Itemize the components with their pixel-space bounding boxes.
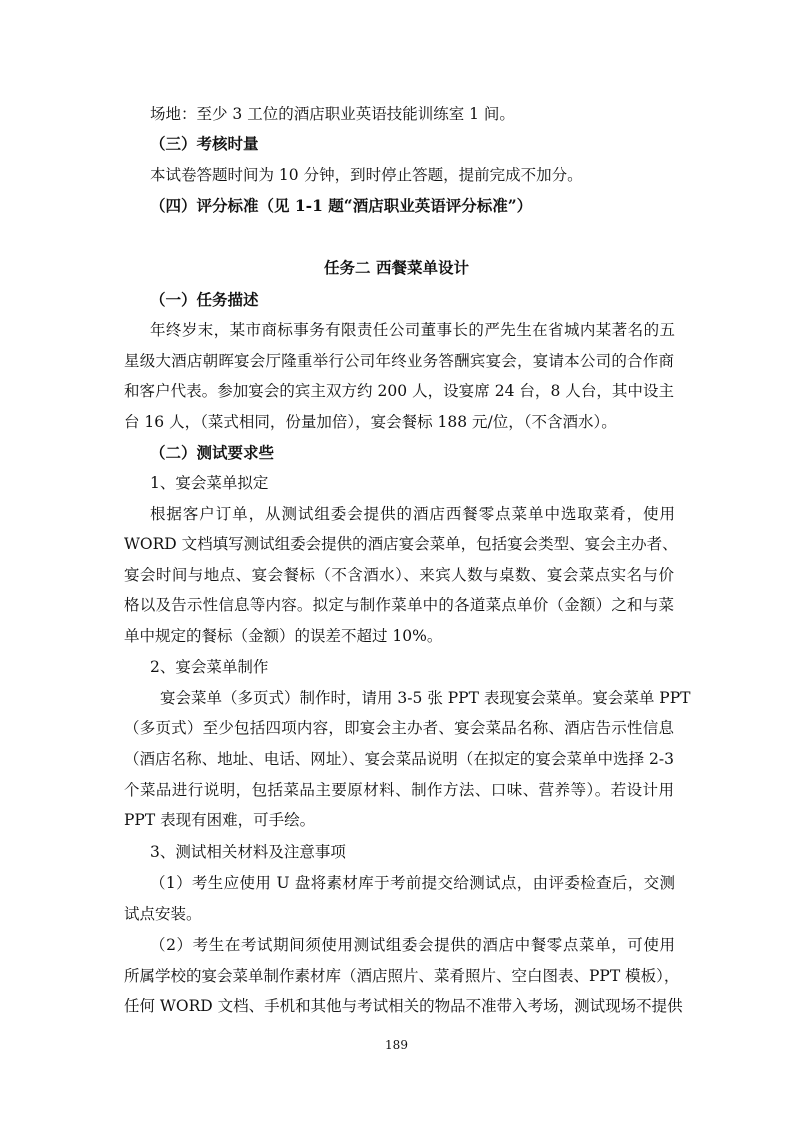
paragraph-line: WORD 文档填写测试组委会提供的酒店宴会菜单，包括宴会类型、宴会主办者、 bbox=[124, 535, 678, 553]
paragraph-line: 单中规定的餐标（金额）的误差不超过 10%。 bbox=[124, 627, 443, 645]
paragraph-line: 格以及告示性信息等内容。拟定与制作菜单中的各道菜点单价（金额）之和与菜 bbox=[124, 596, 674, 614]
subheading-materials-notes: 3、测试相关材料及注意事项 bbox=[150, 843, 346, 861]
paragraph-line: 年终岁末，某市商标事务有限责任公司董事长的严先生在省城内某著名的五 bbox=[150, 321, 675, 339]
paragraph-line: 台 16 人，（菜式相同，份量加倍），宴会餐标 188 元/位，（不含酒水）。 bbox=[124, 413, 617, 431]
paragraph-line: （多页式）至少包括四项内容，即宴会主办者、宴会菜品名称、酒店告示性信息 bbox=[124, 719, 674, 737]
paragraph-line: 所属学校的宴会菜单制作素材库（酒店照片、菜肴照片、空白图表、PPT 模板）， bbox=[124, 967, 680, 985]
paragraph-line: 根据客户订单，从测试组委会提供的酒店西餐零点菜单中选取菜肴，使用 bbox=[150, 505, 675, 523]
exam-duration-text: 本试卷答题时间为 10 分钟，到时停止答题，提前完成不加分。 bbox=[150, 166, 583, 184]
section-heading-scoring: （四）评分标准（见 1-1 题“酒店职业英语评分标准”） bbox=[150, 196, 533, 215]
paragraph-line: （1）考生应使用 U 盘将素材库于考前提交给测试点，由评委检查后，交测 bbox=[150, 874, 675, 892]
paragraph-line: （2）考生在考试期间须使用测试组委会提供的酒店中餐零点菜单，可使用 bbox=[150, 936, 675, 954]
task-title: 任务二 西餐菜单设计 bbox=[324, 258, 469, 277]
paragraph-line: （酒店名称、地址、电话、网址）、宴会菜品说明（在拟定的宴会菜单中选择 2-3 bbox=[124, 750, 674, 768]
section-heading-requirements: （二）测试要求些 bbox=[150, 443, 275, 462]
subheading-menu-drafting: 1、宴会菜单拟定 bbox=[150, 474, 269, 492]
page-number: 189 bbox=[385, 1038, 408, 1052]
section-heading-exam-duration: （三）考核时量 bbox=[150, 134, 259, 153]
paragraph-line: 试点安装。 bbox=[124, 905, 202, 923]
paragraph-line: PPT 表现有困难，可手绘。 bbox=[124, 811, 316, 829]
paragraph-line: 宴会时间与地点、宴会餐标（不含酒水）、来宾人数与桌数、宴会菜点实名与价 bbox=[124, 566, 674, 584]
paragraph-line: 任何 WORD 文档、手机和其他与考试相关的物品不准带入考场，测试现场不提供 bbox=[124, 997, 683, 1015]
paragraph-line: 星级大酒店朝晖宴会厅隆重举行公司年终业务答酬宾宴会，宴请本公司的合作商 bbox=[124, 352, 674, 370]
venue-line: 场地：至少 3 工位的酒店职业英语技能训练室 1 间。 bbox=[150, 105, 515, 123]
paragraph-line: 宴会菜单（多页式）制作时，请用 3-5 张 PPT 表现宴会菜单。宴会菜单 PPT bbox=[160, 689, 691, 707]
paragraph-line: 个菜品进行说明，包括菜品主要原材料、制作方法、口味、营养等）。若设计用 bbox=[124, 781, 674, 799]
paragraph-line: 和客户代表。参加宴会的宾主双方约 200 人，设宴席 24 台，8 人台，其中设主 bbox=[124, 382, 674, 400]
section-heading-task-description: （一）任务描述 bbox=[150, 290, 259, 309]
subheading-menu-making: 2、宴会菜单制作 bbox=[150, 658, 269, 676]
